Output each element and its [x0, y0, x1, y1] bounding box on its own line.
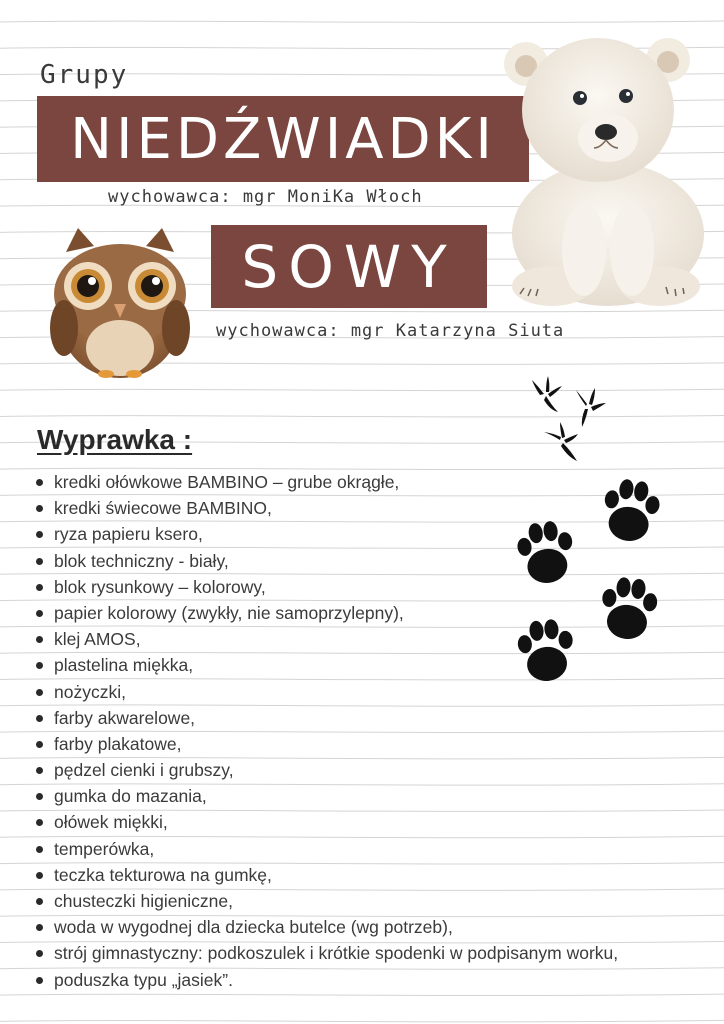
paw-print-icon — [508, 474, 668, 690]
list-item: ołówek miękki, — [36, 809, 618, 835]
groups-label: Grupy — [40, 60, 129, 90]
list-item: gumka do mazania, — [36, 783, 618, 809]
list-item: temperówka, — [36, 836, 618, 862]
list-item: plastelina miękka, — [36, 652, 618, 678]
list-item: strój gimnastyczny: podkoszulek i krótkie spodenki w podpisanym worku, — [36, 940, 618, 966]
group-2-banner — [211, 225, 487, 308]
rule-line — [0, 994, 724, 995]
list-item: teczka tekturowa na gumkę, — [36, 862, 618, 888]
list-item: pędzel cienki i grubszy, — [36, 757, 618, 783]
polar-bear-illustration — [492, 24, 716, 314]
group-1-teacher: wychowawca: mgr MoniKa Włoch — [108, 187, 423, 207]
supplies-heading: Wyprawka : — [37, 424, 193, 455]
rule-line — [0, 21, 724, 22]
group-1-banner — [37, 96, 529, 182]
list-item: kredki ołówkowe BAMBINO – grube okrągłe, — [36, 469, 618, 495]
list-item: chusteczki higieniczne, — [36, 888, 618, 914]
list-item: papier kolorowy (zwykły, nie samoprzylepny), — [36, 600, 618, 626]
list-item: kredki świecowe BAMBINO, — [36, 495, 618, 521]
group-2-name: SOWY — [241, 232, 457, 301]
list-item: woda w wygodnej dla dziecka butelce (wg potrzeb), — [36, 914, 618, 940]
group-2-teacher: wychowawca: mgr Katarzyna Siuta — [216, 321, 565, 341]
list-item: farby akwarelowe, — [36, 705, 618, 731]
list-item: ryza papieru ksero, — [36, 521, 618, 547]
group-1-name: NIEDŹWIADKI — [70, 106, 496, 172]
list-item: blok rysunkowy – kolorowy, — [36, 574, 618, 600]
owl-illustration — [48, 224, 194, 380]
list-item: farby plakatowe, — [36, 731, 618, 757]
bird-tracks-icon — [526, 376, 618, 470]
list-item: poduszka typu „jasiek”. — [36, 967, 618, 993]
list-item: nożyczki, — [36, 679, 618, 705]
list-item: klej AMOS, — [36, 626, 618, 652]
rule-line — [0, 1020, 724, 1021]
list-item: blok techniczny - biały, — [36, 548, 618, 574]
